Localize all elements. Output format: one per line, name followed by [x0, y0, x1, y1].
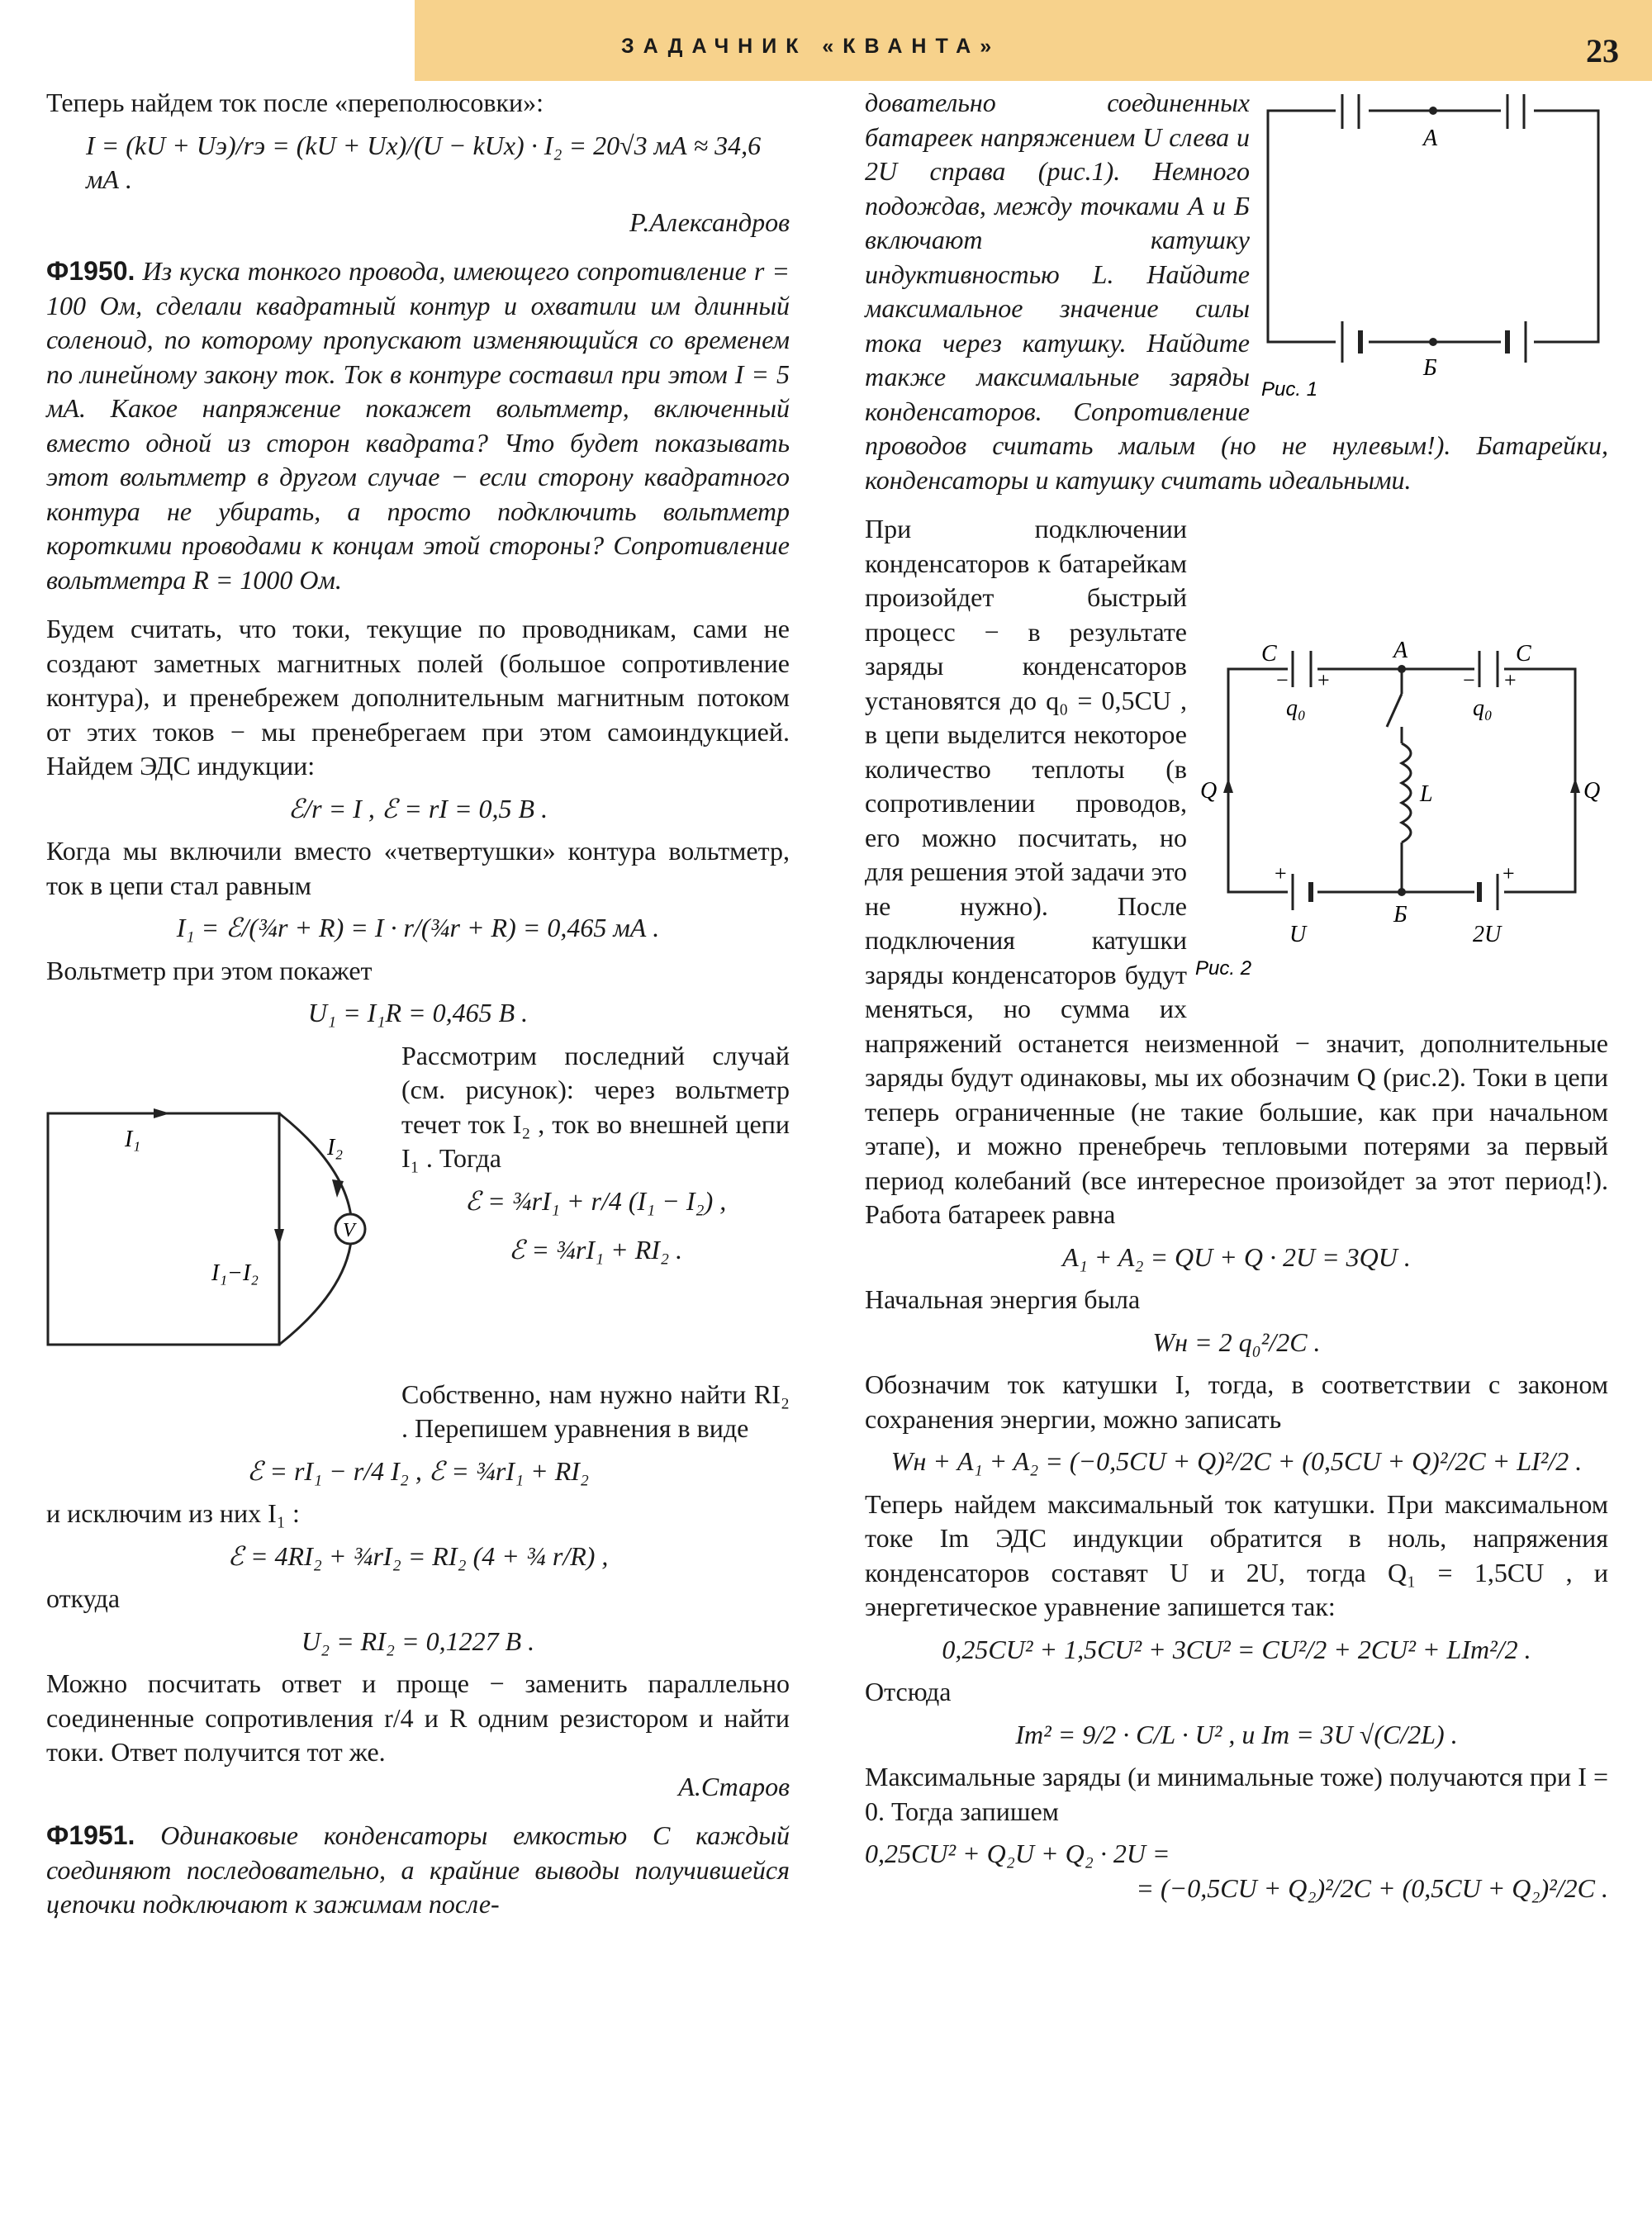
current-label-i1: I₁: [125, 1126, 141, 1152]
page-number: 23: [1586, 32, 1619, 69]
solution-text: При подключении конденсаторов к батарейкам произойдет быстрый процесс − в результате заряды конденсаторов установятся до q₀ = 0,5CU , в цепи выделится некоторое количество теплоты (в сопротивлении проводов, его можно посчитать, но для решения этой задачи это не нужно). После подключения катушки заряды конденсаторов будут меняться, но сумма их напряжений останется неизменной − значит, дополнительные заряды будут одинаковы, мы их обозначим Q (рис.2). Токи в цепи теперь ограниченные (не такие большие, как при начальном этапе), и можно пренебречь тепловыми потерями за первый период колебаний (все интересное произойдет за этот период!). Работа батареек равна: [865, 514, 1608, 1229]
voltmeter-label: V: [343, 1219, 355, 1241]
intro-text: Теперь найдем ток после «переполюсовки»:: [46, 88, 544, 117]
solution-text: Когда мы включили вместо «четвертушки» контура вольтметр, ток в цепи стал равным: [46, 836, 790, 900]
formula-voltage-u2: U₂ = RI₂ = 0,1227 В .: [301, 1625, 535, 1656]
sign-minus: −: [1463, 668, 1475, 692]
sign-plus: +: [1317, 668, 1330, 692]
solution-text: Теперь найдем максимальный ток катушки. При максимальном токе Im ЭДС индукции обратится в ноль, напряжения конденсаторов составят U и 2U, тогда Q₁ = 1,5CU , и энергетическое уравнение запишется так:: [865, 1488, 1608, 1621]
capacitor-gap: [1501, 94, 1534, 129]
current-label-i2: I₂: [327, 1134, 344, 1160]
journal-section-title: ЗАДАЧНИК «КВАНТА»: [621, 35, 1001, 58]
solution-text: Рассмотрим последний случай (см. рисунок): через вольтметр течет ток I₂ , ток во внешней цепи I₁ . Тогда: [401, 1040, 790, 1173]
sign-minus: −: [1276, 668, 1289, 692]
solution-text: Обозначим ток катушки I, тогда, в соответствии с законом сохранения энергии, можно записать: [865, 1369, 1608, 1434]
charge-label-q: Q: [1200, 778, 1218, 804]
problem-text: довательно соединенных батареек напряжением U слева и 2U справа (рис.1). Немного подождав, между точками А и Б включают катушку индуктивностью L. Найдите максимальное значение силы тока через катушку. Найдите также максимальные заряды конденсаторов. Сопротивление проводов считать малым (но не нулевым!). Батарейки, конденсаторы и катушку считать идеальными.: [865, 88, 1608, 495]
capacitor-label: C: [1516, 641, 1531, 667]
author-signature: А.Старов: [678, 1771, 790, 1801]
formula-current-i1: I₁ = ℰ/(¾r + R) = I · r/(¾r + R) = 0,465 мА .: [176, 913, 660, 942]
arrow-icon: [1570, 778, 1580, 793]
author-signature: Р.Александров: [629, 206, 790, 237]
charge-label-q0: q₀: [1286, 695, 1306, 721]
solution-1951: [865, 512, 1608, 1232]
inductor-label: L: [1420, 781, 1433, 807]
problem-1951: [46, 1819, 790, 1922]
problem-text: Из куска тонкого провода, имеющего сопротивление r = 100 Ом, сделали квадратный контур и охватили им длинный соленоид, по которому пропускают изменяющийся со временем по линейному закону ток. Ток в контуре составил при этом I = 5 мА. Какое напряжение покажет вольтметр, включенный вместо одной из сторон квадрата? Что будет показывать этот вольтметр в другом случае − если сторону квадратного контура не убирать, а просто подключить вольтметр короткими проводами к концам этой стороны? Сопротивление вольтметра R = 1000 Ом.: [46, 256, 790, 595]
formula-system: ℰ = rI₁ − r/4 I₂ , ℰ = ¾rI₁ + RI₂: [246, 1455, 590, 1486]
problem-number: Ф1951.: [46, 1820, 135, 1850]
problem-number: Ф1950.: [46, 256, 135, 286]
circuit-figure-2: [1195, 636, 1608, 999]
coil-icon: [1402, 743, 1411, 842]
capacitor-gap: [1336, 94, 1369, 129]
formula-max-current-energy: 0,25CU² + 1,5CU² + 3CU² = CU²/2 + 2CU² + LIm²/2 .: [942, 1634, 1531, 1664]
solution-text: Собственно, нам нужно найти RI₂ . Перепишем уравнения в виде: [401, 1378, 790, 1443]
square-contour: [48, 1113, 279, 1345]
arrow-icon: [154, 1108, 170, 1118]
formula-initial-energy: Wн = 2 q₀²/2C .: [1152, 1326, 1321, 1357]
capacitor-label: C: [1261, 641, 1277, 667]
formula-emf-1: ℰ = ¾rI₁ + r/4 (I₁ − I₂) ,: [464, 1185, 727, 1216]
page-header: [415, 0, 1652, 81]
voltage-label-2u: 2U: [1473, 922, 1502, 947]
charge-label-q: Q: [1583, 778, 1601, 804]
charge-label-q0: q₀: [1473, 695, 1493, 721]
current-label-i1-i2: I₁−I₂: [211, 1260, 259, 1286]
solution-text: Можно посчитать ответ и проще − заменить параллельно соединенные сопротивления r/4 и R одним резистором и найти токи. Ответ получится тот же.: [46, 1668, 790, 1767]
solution-text: Начальная энергия была: [865, 1284, 1141, 1314]
node-b: [1429, 338, 1437, 346]
problem-1951-continuation: [865, 86, 1608, 497]
sign-plus: +: [1502, 861, 1515, 885]
formula-battery-work: A₁ + A₂ = QU + Q · 2U = 3QU .: [1062, 1241, 1411, 1272]
solution-text: и исключим из них I₁ :: [46, 1498, 300, 1528]
switch-icon: [1387, 694, 1402, 727]
solution-text: Будем считать, что токи, текущие по проводникам, сами не создают заметных магнитных полей (большое сопротивление контура), и пренебрежем дополнительным магнитным потоком от этих токов − мы пренебрегаем при этом самоиндукцией. Найдем ЭДС индукции:: [46, 614, 790, 781]
sign-plus: +: [1275, 861, 1287, 885]
solution-text: Вольтметр при этом покажет: [46, 955, 373, 985]
formula-current: I = (kU + Uэ)/rэ = (kU + Ux)/(U − kUx) · I₂ = 20√3 мА ≈ 34,6 мА .: [86, 130, 762, 194]
formula-charges-right: = (−0,5CU + Q₂)²/2C + (0,5CU + Q₂)²/2C .: [1136, 1872, 1608, 1903]
formula-energy-conservation: Wн + A₁ + A₂ = (−0,5CU + Q)²/2C + (0,5CU + Q)²/2C + LI²/2 .: [890, 1446, 1583, 1476]
circuit-figure-1: [1261, 86, 1608, 416]
formula-charges-left: 0,25CU² + Q₂U + Q₂ · 2U =: [865, 1839, 1170, 1868]
formula-emf: ℰ/r = I , ℰ = rI = 0,5 В .: [287, 793, 548, 823]
formula-eliminate: ℰ = 4RI₂ + ¾rI₂ = RI₂ (4 + ¾ r/R) ,: [227, 1540, 609, 1571]
formula-voltage-u1: U₁ = I₁R = 0,465 В .: [307, 998, 529, 1027]
point-label-b: Б: [1393, 902, 1408, 928]
node-a: [1429, 107, 1437, 115]
formula-emf-2: ℰ = ¾rI₁ + RI₂ .: [508, 1235, 683, 1265]
solution-text: Максимальные заряды (и минимальные тоже) получаются при I = 0. Тогда запишем: [865, 1762, 1608, 1826]
battery-gap: [1336, 321, 1369, 363]
problem-1950: [46, 254, 790, 597]
point-label-a: А: [1423, 126, 1438, 151]
circuit-wire: [1435, 669, 1575, 892]
arrow-icon: [274, 1229, 284, 1246]
right-column: [865, 86, 1608, 1905]
figure-caption: Рис. 1: [1261, 378, 1318, 401]
figure-caption: Рис. 2: [1195, 957, 1252, 980]
solution-text: откуда: [46, 1583, 121, 1613]
arrow-icon: [1223, 778, 1233, 793]
point-label-b: Б: [1423, 355, 1437, 381]
problem-text: Одинаковые конденсаторы емкостью C каждый соединяют последовательно, а крайние выводы получившейся цепочки подключают к зажимам после-: [46, 1820, 790, 1919]
node-b: [1398, 888, 1406, 896]
solution-text: Отсюда: [865, 1677, 952, 1706]
figure-block: [46, 1039, 790, 1378]
point-label-a: А: [1393, 638, 1408, 663]
voltage-label-u: U: [1289, 922, 1307, 947]
left-column: [46, 86, 790, 1922]
formula-max-current: Im² = 9/2 · C/L · U² , и Im = 3U √(C/2L) .: [1015, 1719, 1458, 1749]
circuit-figure-voltmeter: [46, 1097, 368, 1361]
sign-plus: +: [1504, 668, 1517, 692]
